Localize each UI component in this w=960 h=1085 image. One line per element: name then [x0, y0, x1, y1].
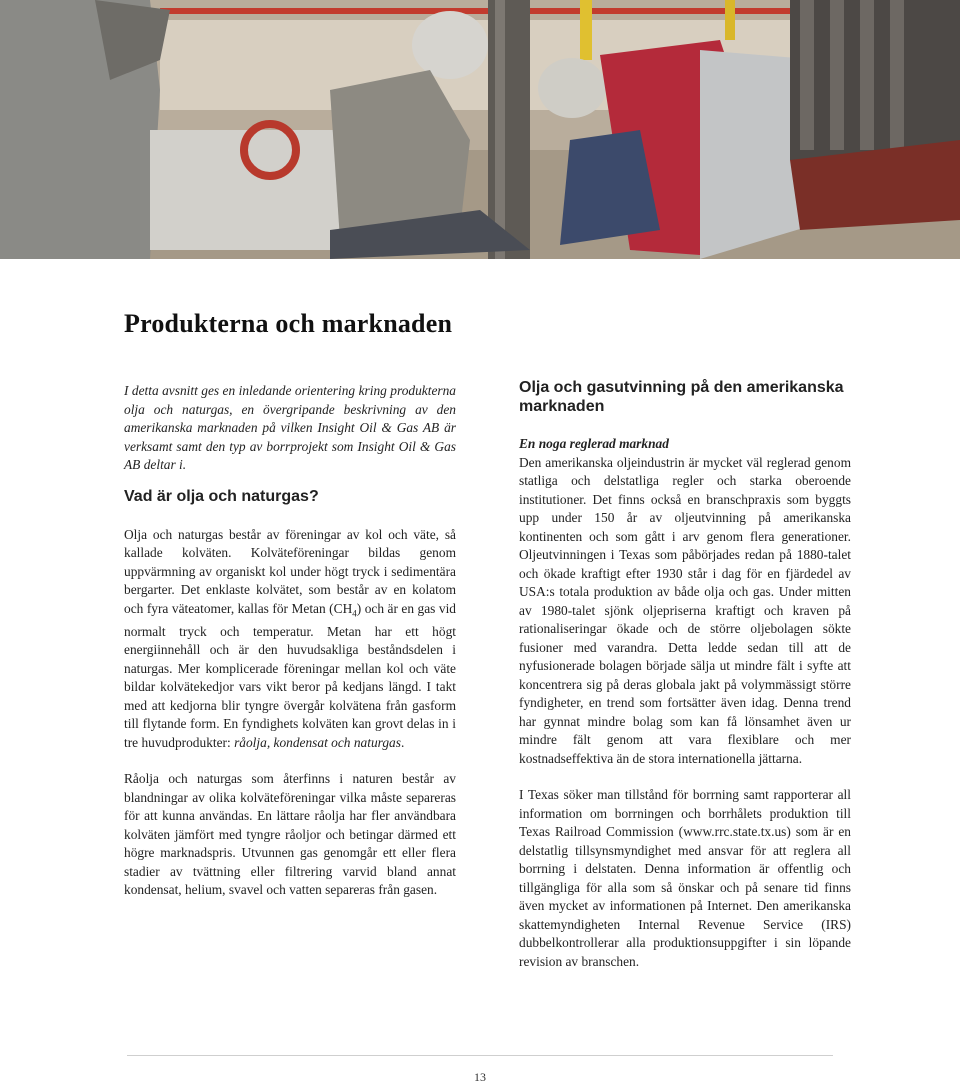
section-heading-us-market: Olja och gasutvinning på den amerikanska marknaden — [519, 379, 844, 415]
paragraph-gap — [124, 752, 456, 770]
body-paragraph-4: I Texas söker man tillstånd för borrning samt rapporterar all information om borrningen och borrhålets produktion till Texas Railroad Commission (www.rrc.state.tx.us) som är en delstatlig tillsynsmyndighet med ansvar för att reglera all borrning i delstaten. Denna information är offentlig och tillgängliga för alla som så önskar och på senare tid finns även mycket av informationen på Internet. Den amerikanska skattemyndigheten Internal Revenue Service (IRS) dubbelkontrollerar alla produktionsuppgifter i sin löpande revision av branschen. — [519, 787, 851, 969]
body-paragraph-2: Råolja och naturgas som återfinns i naturen består av blandningar av olika kolväteföreningar vilka måste separeras för att kunna användas. En lättare råolja har fler användbara kolväten jämfört med tyngre råoljor och betingar därmed ett högre marknadspris. Utvunnen gas genomgår ett eller flera stadier av tvättning eller filtrering varvid bland annat kondensat, helium, svavel och vatten separeras från gasen. — [124, 771, 456, 898]
page-title: Produkterna och marknaden — [124, 309, 453, 338]
para1-text-cont: ) och är en gas vid normalt tryck och temperatur. Metan har ett högt energiinnehåll och är den huvudsakliga beståndsdelen i naturgas. Mer komplicerade föreningar mellan kol och väte bildar kolvätekedjor vars vikt beror på kedjans längd. I takt med att kedjorna blir tyngre övergår kolvätena från gasform till flytande form. En fyndighets kolväten kan grovt delas in i tre huvudprodukter: — [124, 600, 456, 750]
footer-divider — [127, 1055, 833, 1056]
left-column — [124, 382, 456, 900]
paragraph-gap — [519, 768, 851, 786]
body-paragraph-1 — [124, 526, 456, 753]
methane-subscript: 4 — [352, 608, 357, 619]
para1-text: Olja och naturgas består av föreningar av kol och väte, så kallade kolväten. Kolväteföreningar bildas genom uppvärmning av organiskt kol under högt tryck i sedimentära bergarter. Det enklaste kolvätet, som består av en kolatom och fyra väteatomer, kallas för Metan (CH — [124, 526, 456, 616]
body-paragraph-3: Den amerikanska oljeindustrin är mycket väl reglerad genom statliga och delstatliga regler och starka oberoende institutioner. Det finns också en branschpraxis som byggts upp under 150 år av oljeutvinning på amerikanska kontinenten och som gått i arv genom flera generationer. Oljeutvinningen i Texas som påbörjades redan på 1880-talet och ökade kraftigt efter 1930 står i dag för en fjärdedel av USA:s totala produktion av både olja och gas. Under mitten av 1980-talet sjönk oljepriserna kraftigt och kraven på rationaliseringar ökade och de större oljebolagen sökte fusioner med varandra. Detta ledde sedan till att de nyfusionerade bolagen började sälja ut mindre fält i syfte att koncentrera sig på deras globala jakt på volymmässigt större fyndigheter, en trend som fortsätter även idag. Denna trend har gynnat mindre bolag som kan få lönsamhet även ur mindre fält genom att vara flexiblare och mer kostnadseffektiva än de stora internationella jättarna. — [519, 454, 851, 766]
oil-rig-workers-photo — [0, 0, 960, 259]
photo-illustration — [0, 0, 960, 259]
intro-paragraph: I detta avsnitt ges en inledande orientering kring produkterna olja och naturgas, en övergripande beskrivning av den amerikanska marknaden på vilken Insight Oil & Gas AB är verksamt samt den typ av borrprojekt som Insight Oil & Gas AB deltar i. — [124, 383, 456, 472]
section-heading-oil-gas: Vad är olja och naturgas? — [124, 487, 319, 505]
right-column — [519, 378, 851, 971]
subheading-regulated-market: En noga reglerad marknad — [519, 436, 669, 451]
page-number: 13 — [474, 1070, 486, 1084]
para1-end: . — [400, 734, 405, 750]
main-products: råolja, kondensat och naturgas — [234, 734, 401, 750]
